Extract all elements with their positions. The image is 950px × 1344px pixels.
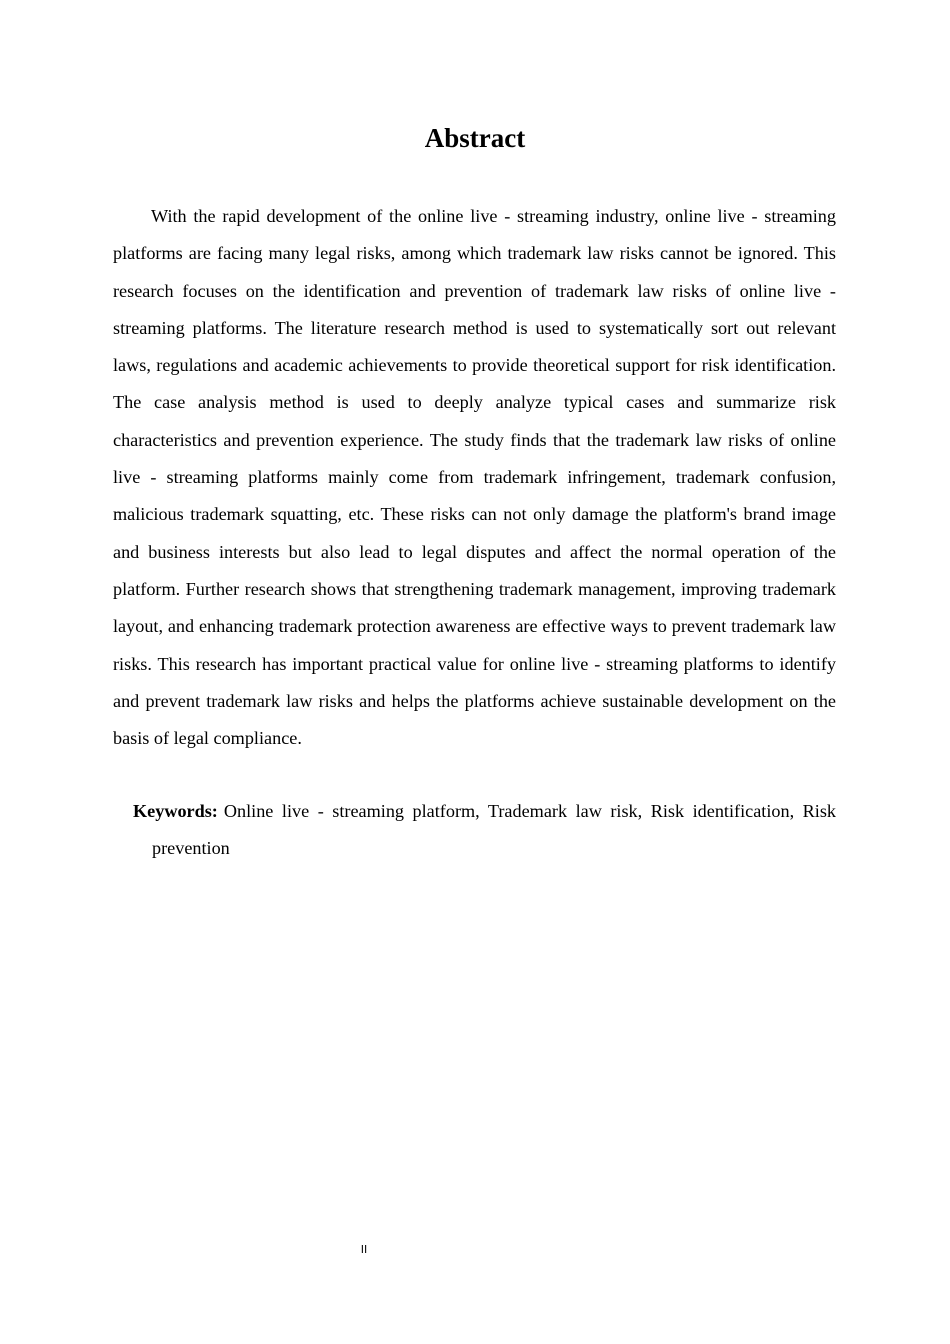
keywords-label: Keywords: [133, 801, 218, 821]
page-number: II [360, 1243, 368, 1256]
abstract-title: Abstract [424, 123, 526, 153]
abstract-body: With the rapid development of the online live - streaming industry, online live - streaming platforms are facing many legal risks, among which trademark law risks cannot be ignored. This research focuses on the identification and prevention of trademark law risks of online live - streaming platforms. The literature research method is used to systematically sort out relevant laws, regulations and academic achievements to provide theoretical support for risk identification. The case analysis method is used to deeply analyze typical cases and summarize risk characteristics and prevention experience. The study finds that the trademark law risks of online live - streaming platforms mainly come from trademark infringement, trademark confusion, malicious trademark squatting, etc. These risks can not only damage the platform's brand image and business interests but also lead to legal disputes and affect the normal operation of the platform. Further research shows that strengthening trademark management, improving trademark layout, and enhancing trademark protection awareness are effective ways to prevent trademark law risks. This research has important practical value for online live - streaming platforms to identify and prevent trademark law risks and helps the platforms achieve sustainable development on the basis of legal compliance. [113, 206, 836, 749]
keywords-paragraph [133, 793, 836, 868]
keywords-text: Online live - streaming platform, Trademark law risk, Risk identification, Risk prevention [152, 801, 836, 859]
